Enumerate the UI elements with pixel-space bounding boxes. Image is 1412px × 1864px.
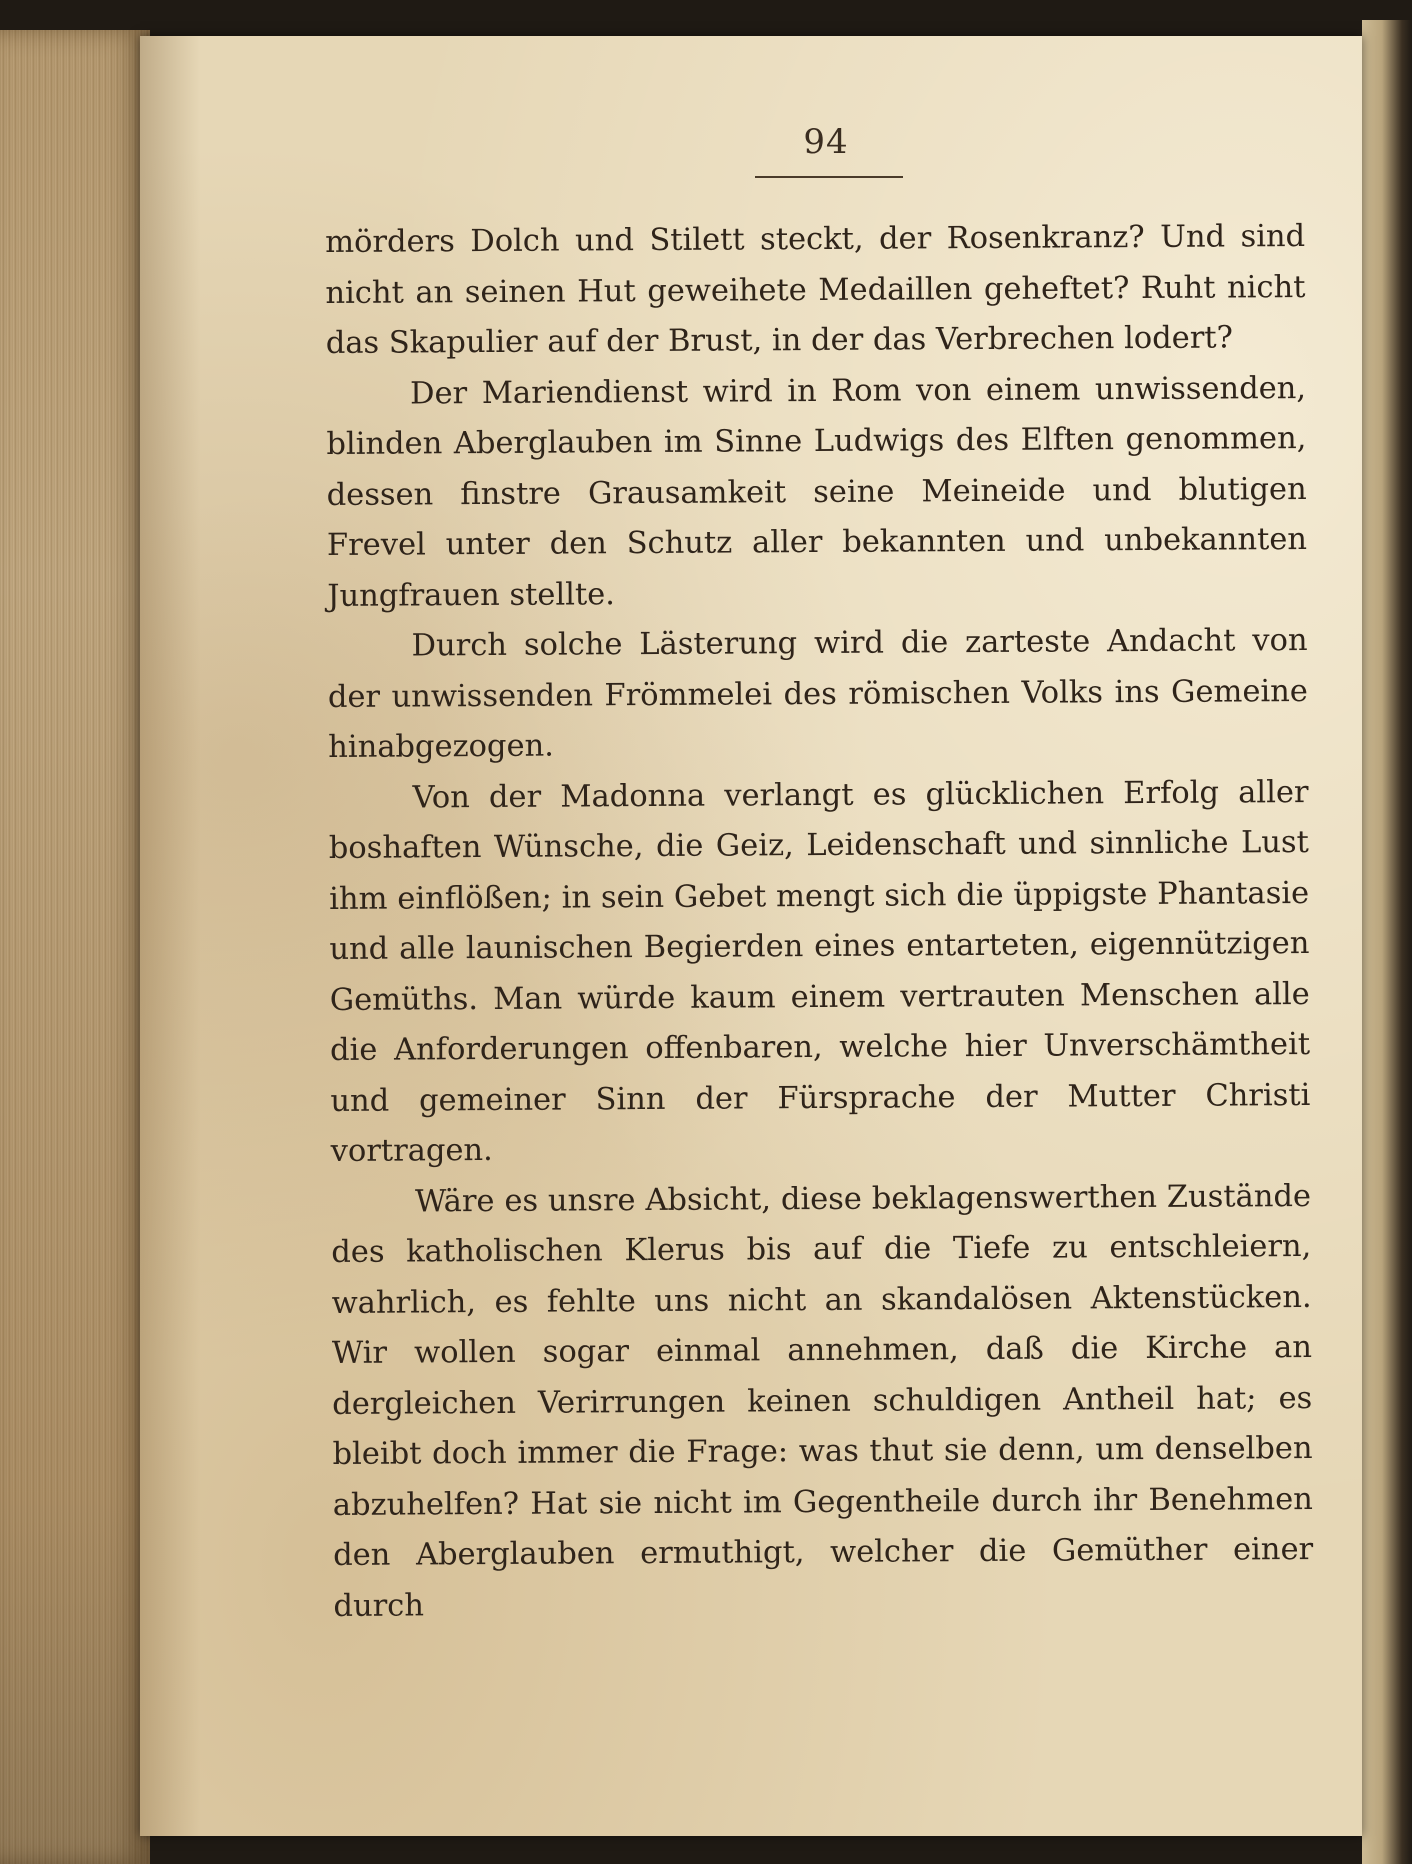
paragraph-4: Von der Madonna verlangt es glücklichen Erfolg aller boshaften Wünsche, die Geiz, Leidenschaft und sinnliche Lust ihm einflößen; in sein Gebet mengt sich die üppigste Phantasie und alle launischen Begierden eines entarteten, eigennützigen Gemüths. Man würde kaum einem vertrauten Menschen alle die Anforderungen offenbaren, welche hier Unverschämtheit und gemeiner Sinn der Fürsprache der Mutter Christi vortragen.	[328, 774, 1311, 1169]
page-edges-left	[0, 30, 150, 1864]
body-text	[325, 212, 1314, 1632]
paragraph-5: Wäre es unsre Absicht, diese beklagenswerthen Zustände des katholischen Klerus bis auf die Tiefe zu entschleiern, wahrlich, es fehlte uns nicht an skandalösen Aktenstücken. Wir wollen sogar einmal annehmen, daß die Kirche an dergleichen Verirrungen keinen schuldigen Antheil hat; es bleibt doch immer die Frage: was thut sie denn, um denselben abzuhelfen? Hat sie nicht im Gegentheile durch ihr Benehmen den Aberglauben ermuthigt, welcher die Gemüther einer durch	[331, 1178, 1314, 1624]
paragraph-1: mörders Dolch und Stilett steckt, der Rosenkranz? Und sind nicht an seinen Hut geweihete Medaillen geheftet? Ruht nicht das Skapulier auf der Brust, in der das Verbrechen lodert?	[325, 219, 1306, 361]
page-number: 94	[803, 122, 849, 162]
paragraph-2: Der Mariendienst wird in Rom von einem unwissenden, blinden Aberglauben im Sinne Ludwigs des Elften genommen, dessen finstre Grausamkeit seine Meineide und blutigen Frevel unter den Schutz aller bekannten und unbekannten Jungfrauen stellte.	[326, 370, 1308, 614]
header-rule	[755, 176, 903, 178]
page-edge-right	[1362, 20, 1412, 1864]
paragraph-3: Durch solche Lästerung wird die zarteste Andacht von der unwissenden Frömmelei des römischen Volks ins Gemeine hinabgezogen.	[327, 623, 1309, 765]
